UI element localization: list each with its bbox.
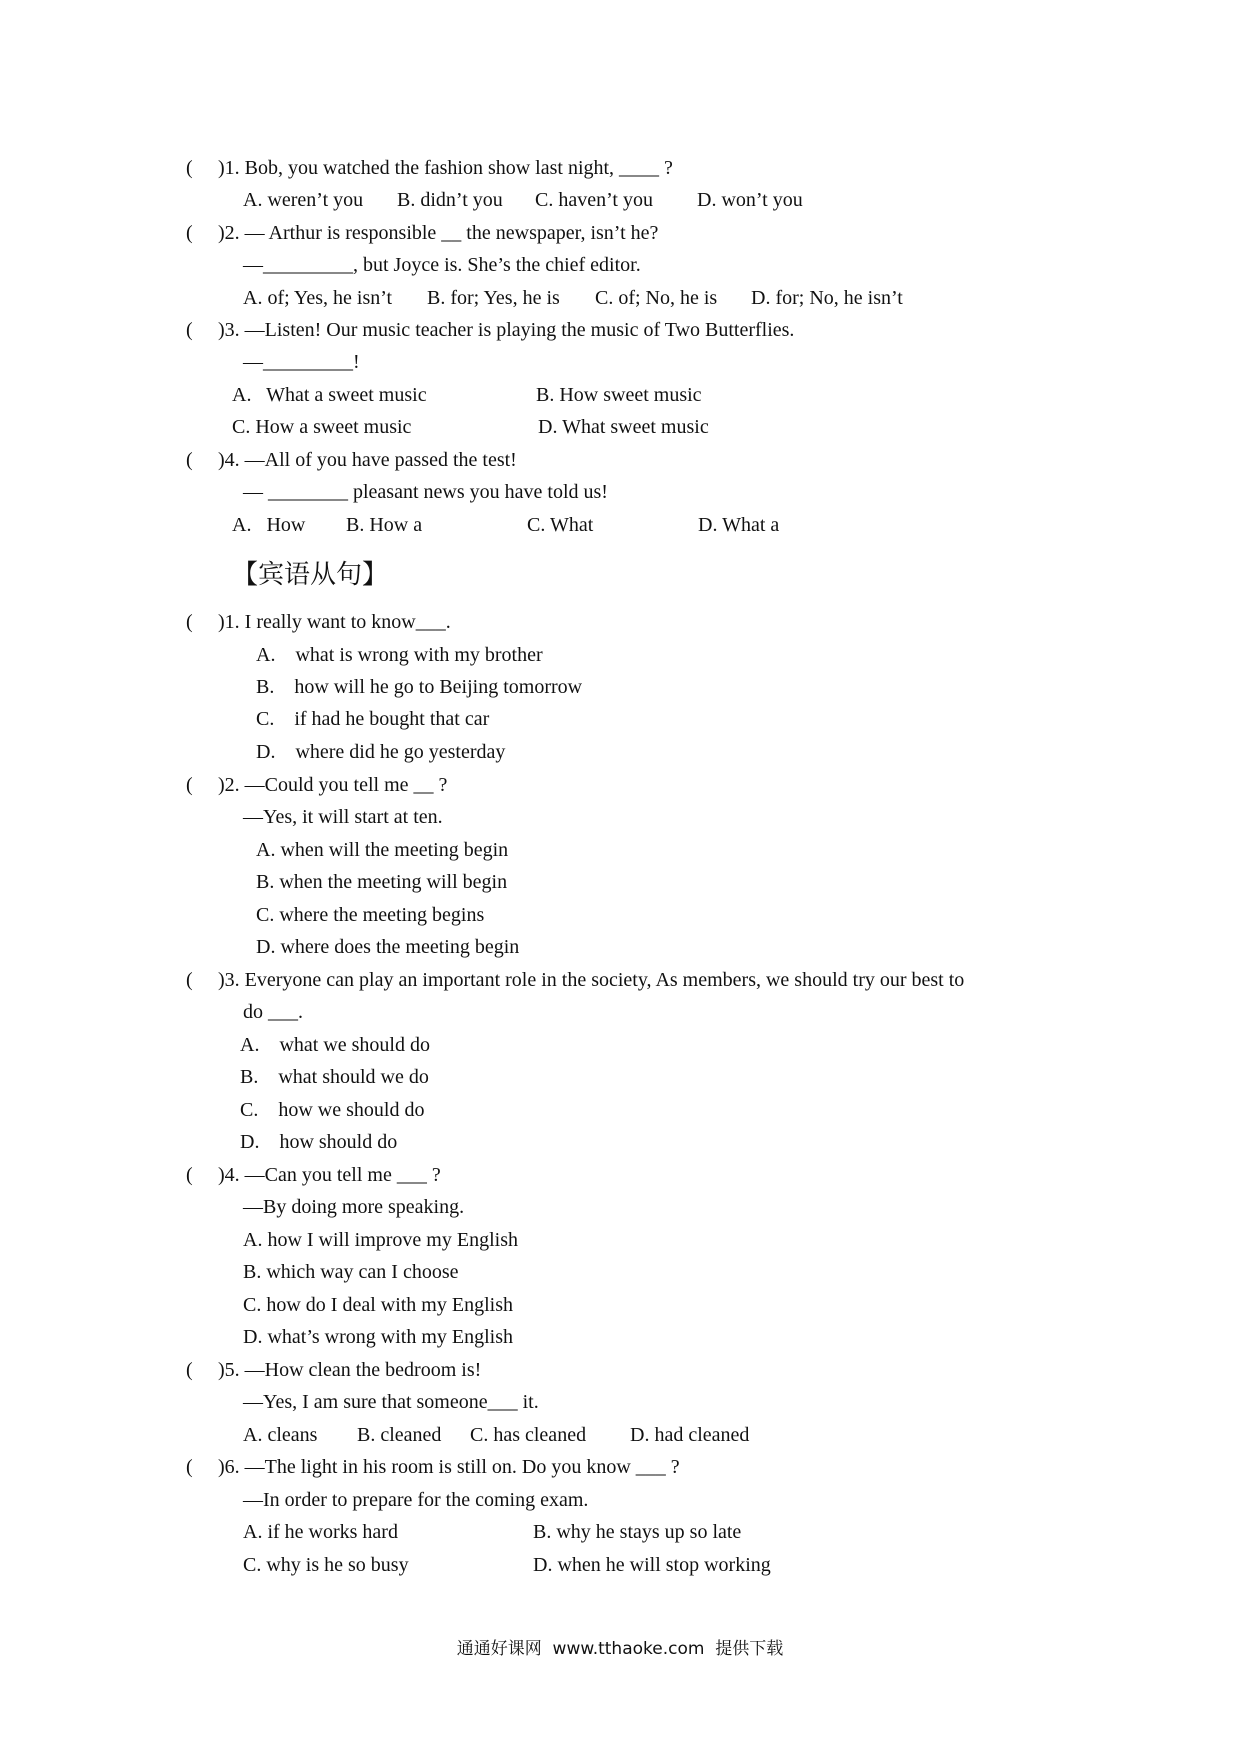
answer-bracket: ( [186, 319, 193, 341]
question-reply: — ________ pleasant news you have told us! [243, 481, 608, 503]
question-stem: )1. I really want to know___. [218, 611, 451, 633]
option-d: D. won’t you [697, 189, 803, 211]
option-b: B. How a [346, 514, 423, 536]
option-b: B. How sweet music [536, 384, 702, 406]
option-c: C. haven’t you [535, 189, 653, 211]
question-reply: —In order to prepare for the coming exam. [243, 1489, 589, 1511]
option-b: B. how will he go to Beijing tomorrow [256, 676, 583, 698]
question-stem: )4. —All of you have passed the test! [218, 449, 517, 471]
question-stem: )3. Everyone can play an important role in the society, As members, we should try our best to [218, 969, 965, 991]
option-b: B. when the meeting will begin [256, 871, 508, 893]
option-c: C. how we should do [240, 1099, 425, 1121]
answer-bracket: ( [186, 449, 193, 471]
answer-bracket: ( [186, 157, 193, 179]
option-b: B. cleaned [357, 1424, 442, 1446]
section-heading: 【宾语从句】 [232, 560, 389, 590]
option-a: A. cleans [243, 1424, 318, 1446]
option-b: B. for; Yes, he is [427, 287, 560, 309]
answer-bracket: ( [186, 774, 193, 796]
answer-bracket: ( [186, 1164, 193, 1186]
question-stem: )2. —Could you tell me __ ? [218, 774, 448, 796]
question-stem-continued: do ___. [243, 1001, 303, 1023]
question-stem: )2. — Arthur is responsible __ the newspaper, isn’t he? [218, 222, 659, 244]
question-stem: )1. Bob, you watched the fashion show last night, ____ ? [218, 157, 673, 179]
option-c: C. has cleaned [470, 1424, 587, 1446]
option-b: B. didn’t you [397, 189, 503, 211]
option-a: A. How [232, 514, 306, 536]
question-reply: —_________! [243, 351, 360, 373]
option-a: A. how I will improve my English [243, 1229, 518, 1251]
option-a: A. of; Yes, he isn’t [243, 287, 393, 309]
option-c: C. of; No, he is [595, 287, 718, 309]
option-c: C. why is he so busy [243, 1554, 409, 1576]
question-reply: —By doing more speaking. [243, 1196, 465, 1218]
answer-bracket: ( [186, 611, 193, 633]
option-d: D. when he will stop working [533, 1554, 771, 1576]
option-c: C. how do I deal with my English [243, 1294, 513, 1316]
question-stem: )4. —Can you tell me ___ ? [218, 1164, 441, 1186]
footer-watermark: 通通好课网 www.tthaoke.com 提供下载 [456, 1639, 784, 1659]
question-reply: —Yes, it will start at ten. [243, 806, 443, 828]
option-d: D. What a [698, 514, 780, 536]
option-c: C. How a sweet music [232, 416, 412, 438]
question-stem: )3. —Listen! Our music teacher is playing the music of Two Butterflies. [218, 319, 795, 341]
option-c: C. where the meeting begins [256, 904, 485, 926]
answer-bracket: ( [186, 1456, 193, 1478]
question-stem: )5. —How clean the bedroom is! [218, 1359, 482, 1381]
option-a: A. weren’t you [243, 189, 364, 211]
option-a: A. if he works hard [243, 1521, 398, 1543]
option-d: D. where did he go yesterday [256, 741, 506, 763]
question-reply: —_________, but Joyce is. She’s the chief editor. [243, 254, 641, 276]
answer-bracket: ( [186, 222, 193, 244]
option-b: B. which way can I choose [243, 1261, 459, 1283]
option-d: D. what’s wrong with my English [243, 1326, 513, 1348]
option-c: C. if had he bought that car [256, 708, 490, 730]
option-a: A. what is wrong with my brother [256, 644, 543, 666]
question-reply: —Yes, I am sure that someone___ it. [243, 1391, 539, 1413]
option-a: A. What a sweet music [232, 384, 427, 406]
option-d: D. What sweet music [538, 416, 709, 438]
option-a: A. when will the meeting begin [256, 839, 509, 861]
option-d: D. how should do [240, 1131, 398, 1153]
option-b: B. why he stays up so late [533, 1521, 742, 1543]
answer-bracket: ( [186, 1359, 193, 1381]
question-stem: )6. —The light in his room is still on. Do you know ___ ? [218, 1456, 680, 1478]
option-d: D. had cleaned [630, 1424, 750, 1446]
option-d: D. for; No, he isn’t [751, 287, 903, 309]
option-c: C. What [527, 514, 594, 536]
answer-bracket: ( [186, 969, 193, 991]
option-a: A. what we should do [240, 1034, 430, 1056]
option-b: B. what should we do [240, 1066, 429, 1088]
option-d: D. where does the meeting begin [256, 936, 520, 958]
